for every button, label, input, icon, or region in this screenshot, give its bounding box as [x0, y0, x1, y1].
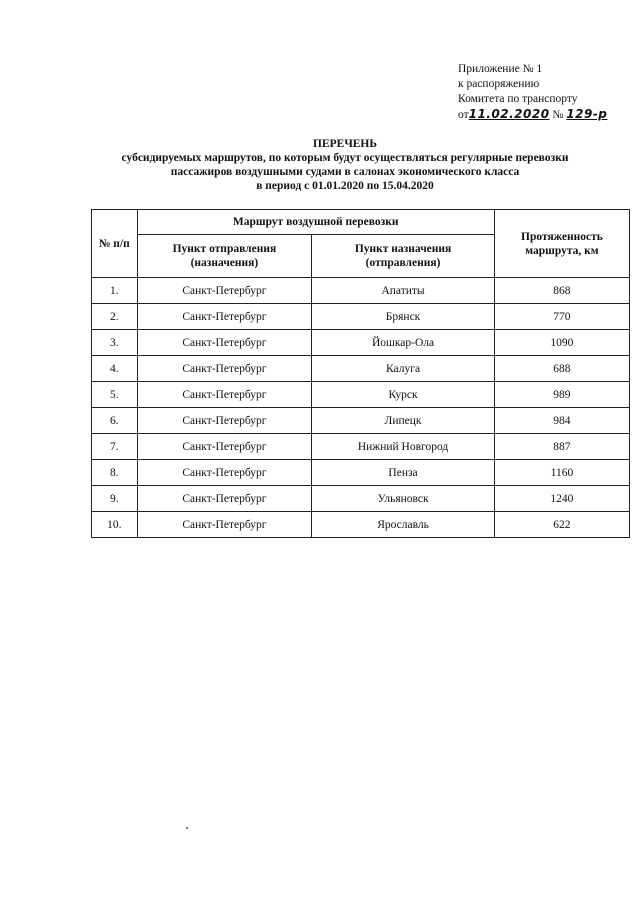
row-from: Санкт-Петербург [137, 408, 312, 434]
header-length: Протяженность маршрута, км [494, 210, 629, 278]
table-row [92, 330, 630, 356]
row-from: Санкт-Петербург [137, 434, 312, 460]
row-to: Апатиты [312, 278, 495, 304]
row-num: 2. [92, 304, 138, 330]
row-num: 8. [92, 460, 138, 486]
row-length: 984 [494, 408, 629, 434]
row-length: 688 [494, 356, 629, 382]
row-from: Санкт-Петербург [137, 304, 312, 330]
row-length: 770 [494, 304, 629, 330]
row-length: 989 [494, 382, 629, 408]
row-num: 5. [92, 382, 138, 408]
title-line-3: в период с 01.01.2020 по 15.04.2020 [256, 180, 434, 192]
row-length: 1090 [494, 330, 629, 356]
appendix-date-number-line [458, 107, 633, 123]
date-prefix: от [458, 109, 469, 121]
table-row [92, 382, 630, 408]
handwritten-date: 11.02.2020 [468, 107, 550, 121]
row-length: 1160 [494, 460, 629, 486]
row-length: 1240 [494, 486, 629, 512]
row-from: Санкт-Петербург [137, 486, 312, 512]
row-to: Липецк [312, 408, 495, 434]
table-row [92, 486, 630, 512]
header-num: № п/п [92, 210, 138, 278]
routes-table [91, 209, 630, 538]
row-to: Йошкар-Ола [312, 330, 495, 356]
row-length: 868 [494, 278, 629, 304]
row-to: Курск [312, 382, 495, 408]
row-from: Санкт-Петербург [137, 382, 312, 408]
handwritten-number: 129-р [566, 107, 608, 121]
row-to: Калуга [312, 356, 495, 382]
header-from: Пункт отправления (назначения) [137, 235, 312, 278]
appendix-line-1: Приложение № 1 [458, 63, 543, 75]
row-to: Нижний Новгород [312, 434, 495, 460]
row-to: Ульяновск [312, 486, 495, 512]
appendix-line-2: к распоряжению [458, 78, 540, 90]
row-num: 10. [92, 512, 138, 538]
table-header-row-1 [92, 210, 630, 235]
row-num: 1. [92, 278, 138, 304]
header-route: Маршрут воздушной перевозки [137, 210, 494, 235]
appendix-line-3: Комитета по транспорту [458, 93, 578, 105]
number-prefix: № [552, 109, 564, 121]
table-row [92, 356, 630, 382]
table-row [92, 278, 630, 304]
row-from: Санкт-Петербург [137, 330, 312, 356]
row-num: 3. [92, 330, 138, 356]
title-line-1: субсидируемых маршрутов, по которым будут осуществляться регулярные перевозки [121, 152, 569, 164]
table-row [92, 304, 630, 330]
header-to: Пункт назначения (отправления) [312, 235, 495, 278]
document-title-block [60, 137, 630, 193]
table-row [92, 460, 630, 486]
row-from: Санкт-Петербург [137, 278, 312, 304]
row-num: 7. [92, 434, 138, 460]
row-length: 622 [494, 512, 629, 538]
row-to: Брянск [312, 304, 495, 330]
row-to: Ярославль [312, 512, 495, 538]
document-heading: ПЕРЕЧЕНЬ [313, 138, 377, 150]
table-row [92, 512, 630, 538]
row-to: Пенза [312, 460, 495, 486]
appendix-header [458, 62, 633, 123]
row-from: Санкт-Петербург [137, 460, 312, 486]
table-row [92, 408, 630, 434]
table-row [92, 434, 630, 460]
row-num: 9. [92, 486, 138, 512]
row-from: Санкт-Петербург [137, 512, 312, 538]
title-line-2: пассажиров воздушными судами в салонах экономического класса [170, 166, 520, 178]
row-num: 4. [92, 356, 138, 382]
row-from: Санкт-Петербург [137, 356, 312, 382]
row-num: 6. [92, 408, 138, 434]
row-length: 887 [494, 434, 629, 460]
scan-speck [186, 827, 188, 829]
